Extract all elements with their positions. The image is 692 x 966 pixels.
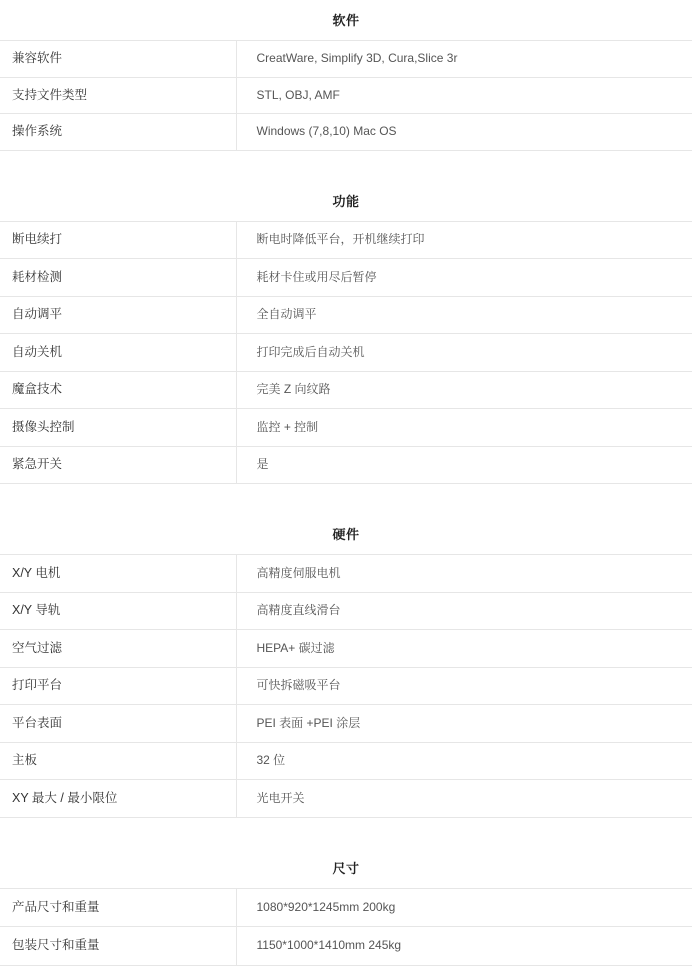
row-value: STL, OBJ, AMF	[256, 87, 340, 102]
row-label: 平台表面	[0, 705, 236, 743]
section-hardware	[0, 514, 692, 818]
row-label: 操作系统	[0, 114, 236, 151]
row-value: 可快拆磁吸平台	[256, 678, 341, 693]
spec-table-function	[0, 221, 692, 485]
table-row	[0, 409, 692, 447]
row-label: 自动关机	[0, 334, 236, 372]
row-label: 包装尺寸和重量	[0, 927, 236, 966]
section-spacer	[0, 818, 692, 848]
section-spacer	[0, 484, 692, 514]
table-row	[0, 705, 692, 743]
row-value: 全自动调平	[256, 307, 317, 322]
table-row	[0, 592, 692, 630]
table-row	[0, 334, 692, 372]
row-value: 高精度直线滑台	[256, 603, 341, 618]
row-label: 断电续打	[0, 221, 236, 259]
row-label: 耗材检测	[0, 259, 236, 297]
table-row	[0, 41, 692, 78]
table-row	[0, 667, 692, 705]
section-spacer	[0, 151, 692, 181]
section-title-function: 功能	[332, 193, 360, 209]
spec-table-software	[0, 40, 692, 151]
row-value: 完美 Z 向纹路	[256, 382, 331, 397]
row-value: Windows (7,8,10) Mac OS	[256, 124, 397, 139]
table-row	[0, 259, 692, 297]
section-title-hardware: 硬件	[332, 527, 360, 542]
table-row	[0, 888, 692, 927]
table-row	[0, 742, 692, 780]
row-label: XY 最大 / 最小限位	[0, 780, 236, 818]
table-row	[0, 221, 692, 259]
row-label: X/Y 导轨	[0, 592, 236, 630]
row-value: 高精度伺服电机	[256, 565, 341, 580]
section-title-size: 尺寸	[332, 860, 360, 876]
row-value: 1080*920*1245mm 200kg	[256, 899, 396, 914]
row-value: CreatWare, Simplify 3D, Cura,Slice 3r	[256, 51, 458, 66]
table-row	[0, 114, 692, 151]
row-label: 支持文件类型	[0, 77, 236, 114]
table-row	[0, 927, 692, 966]
row-value: 光电开关	[256, 790, 305, 805]
row-value: 1150*1000*1410mm 245kg	[256, 938, 402, 953]
row-value: 32 位	[256, 753, 286, 768]
section-size	[0, 848, 692, 966]
row-label: 摄像头控制	[0, 409, 236, 447]
table-row	[0, 555, 692, 593]
row-label: 兼容软件	[0, 41, 236, 78]
row-value: 是	[256, 457, 269, 472]
row-label: 打印平台	[0, 667, 236, 705]
row-label: X/Y 电机	[0, 555, 236, 593]
table-row	[0, 780, 692, 818]
row-label: 主板	[0, 742, 236, 780]
row-label: 空气过滤	[0, 630, 236, 668]
section-title-software: 软件	[332, 13, 360, 28]
table-row	[0, 371, 692, 409]
row-value: 耗材卡住或用尽后暂停	[256, 269, 377, 284]
table-row	[0, 630, 692, 668]
table-row	[0, 296, 692, 334]
table-row	[0, 446, 692, 484]
row-value: 打印完成后自动关机	[256, 344, 365, 359]
section-function	[0, 181, 692, 485]
row-label: 产品尺寸和重量	[0, 888, 236, 927]
row-value: 监控 + 控制	[256, 419, 319, 434]
row-label: 紧急开关	[0, 446, 236, 484]
row-label: 魔盒技术	[0, 371, 236, 409]
section-software	[0, 0, 692, 151]
spec-table-size	[0, 888, 692, 966]
row-value: HEPA+ 碳过滤	[256, 640, 335, 655]
row-value: PEI 表面 +PEI 涂层	[256, 715, 361, 730]
table-row	[0, 77, 692, 114]
row-label: 自动调平	[0, 296, 236, 334]
row-value: 断电时降低平台，开机继续打印	[256, 232, 425, 247]
spec-table-hardware	[0, 554, 692, 818]
